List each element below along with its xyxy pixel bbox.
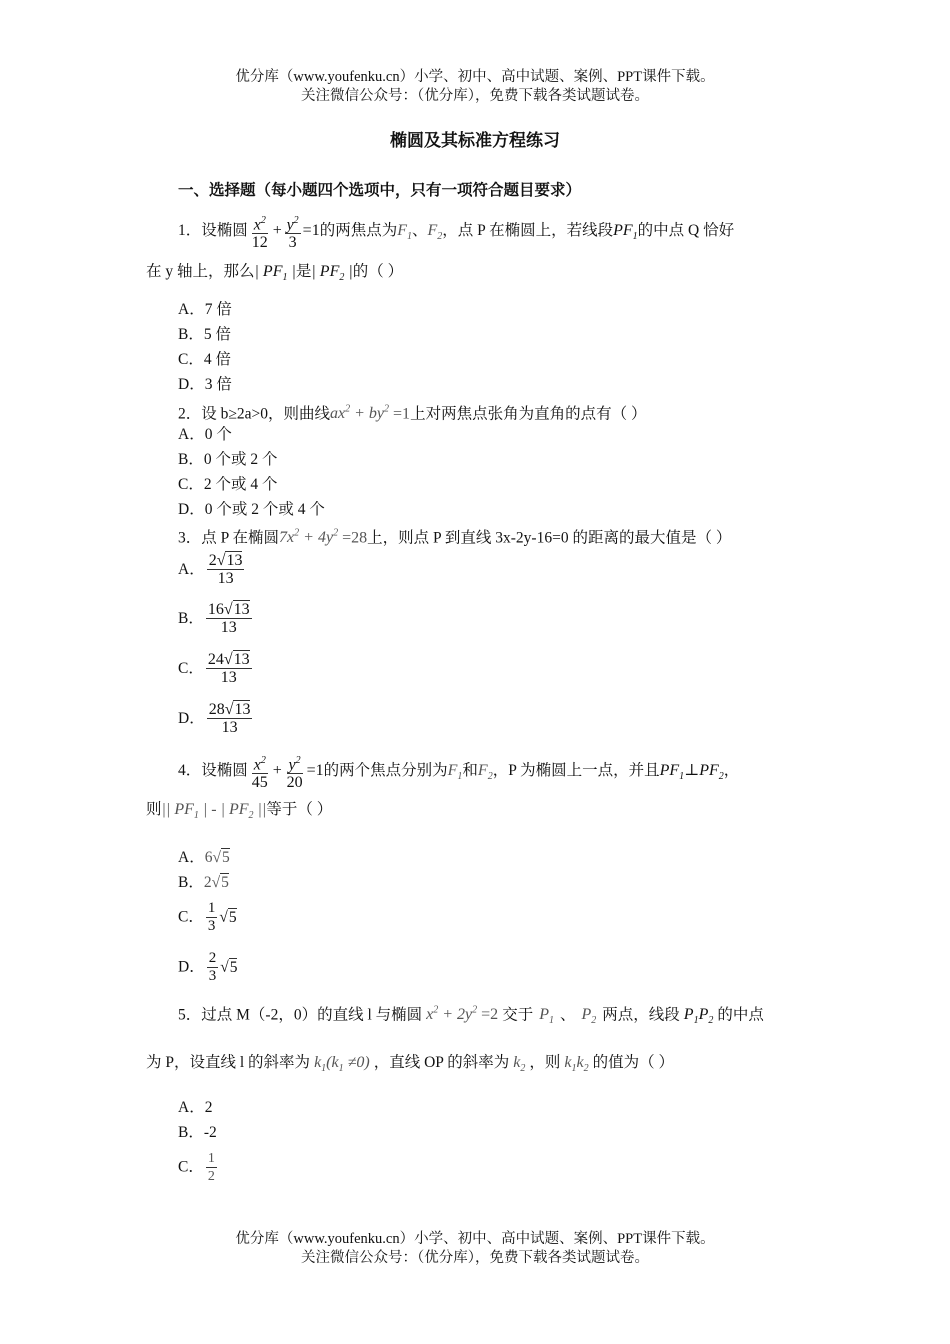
q3-option-b: B． $\frac{16√13}{13}$ xyxy=(178,601,250,636)
footer-line-1: 优分库（www.youfenku.cn）小学、初中、高中试题、案例、PPT课件下载。 xyxy=(235,1231,715,1247)
q4-option-c: C． $\frac{1}{3}$ √5 xyxy=(178,900,237,934)
q3-line: 3．点 P 在椭圆$7x^2 + 4y^2 =28$上，则点 P 到直线 3x-2y-16=0 的距离的最大值是（ ） xyxy=(178,528,732,547)
q2-option-d: D．0 个或 2 个或 4 个 xyxy=(178,501,325,518)
q5-line-2: 为 P，设直线 l 的斜率为 $k_1(k_1 \ne 0)$ ，直线 OP 的斜率为 $k_2$ ，则 $k_1k_2$ 的值为（ ） xyxy=(146,1054,674,1075)
page-title: 椭圆及其标准方程练习 xyxy=(390,131,560,150)
q2-line: 2．设 b≥2a>0，则曲线$ax^2 + by^2 =1$上对两焦点张角为直角的点有（ ） xyxy=(178,404,647,423)
q1-option-c: C．4 倍 xyxy=(178,351,231,368)
section-heading: 一、选择题（每小题四个选项中，只有一项符合题目要求） xyxy=(178,182,582,199)
q3-option-d: D． $\frac{28√13}{13}$ xyxy=(178,701,251,736)
q5-line-1: 5．过点 M（-2，0）的直线 l 与椭圆 $x^2 + 2y^2 =2$ 交于 $P_1$ 、 $P_2$ 两点，线段 $P_1P_2$ 的中点 xyxy=(178,1005,764,1027)
footer-line-2: 关注微信公众号：（优分库），免费下载各类试题试卷。 xyxy=(301,1250,649,1266)
q2-option-a: A．0 个 xyxy=(178,426,232,443)
q4-line-2: 则|| $PF_1$ | - | $PF_2$ ||等于（ ） xyxy=(146,801,333,822)
q4-line-1: 4．设椭圆 $\frac{x^2}{45}$ + $\frac{y^2}{20}$ =1的两个焦点分别为$F_1$和$F_2$，P 为椭圆上一点，并且$PF_1\perp PF_2$， xyxy=(178,752,739,791)
q1-option-d: D．3 倍 xyxy=(178,376,232,393)
q1-line-1: 1．设椭圆 $\frac{x^2}{12}$ + $\frac{y^2}{3}$ =1的两焦点为$F_1$、$F_2$，点 P 在椭圆上，若线段$PF_1$的中点 Q 恰好 xyxy=(178,212,734,251)
header-line-2: 关注微信公众号：（优分库），免费下载各类试题试卷。 xyxy=(301,88,649,104)
q3-option-a: A． $\frac{2√13}{13}$ xyxy=(178,552,243,587)
q5-option-c: C． $\frac{1}{2}$ xyxy=(178,1151,215,1184)
q1-frac-y2-3: $\frac{y^2}{3}$ xyxy=(285,212,301,251)
q2-option-b: B．0 个或 2 个 xyxy=(178,451,278,468)
q1-option-a: A．7 倍 xyxy=(178,301,232,318)
q5-option-a: A．2 xyxy=(178,1099,213,1116)
header-line-1: 优分库（www.youfenku.cn）小学、初中、高中试题、案例、PPT课件下载。 xyxy=(235,69,715,85)
q5-option-b: B．-2 xyxy=(178,1124,217,1141)
q3-option-c: C． $\frac{24√13}{13}$ xyxy=(178,651,250,686)
q1-frac-x2-12: $\frac{x^2}{12}$ xyxy=(250,212,270,251)
q1-line-2: 在 y 轴上，那么| $PF_1$ |是| $PF_2$ |的（ ） xyxy=(146,263,404,284)
q4-option-b: B．2√5 xyxy=(178,874,229,891)
q4-option-d: D． $\frac{2}{3}$ √5 xyxy=(178,950,238,984)
q4-option-a: A．6√5 xyxy=(178,849,230,866)
q2-option-c: C．2 个或 4 个 xyxy=(178,476,278,493)
q1-option-b: B．5 倍 xyxy=(178,326,231,343)
